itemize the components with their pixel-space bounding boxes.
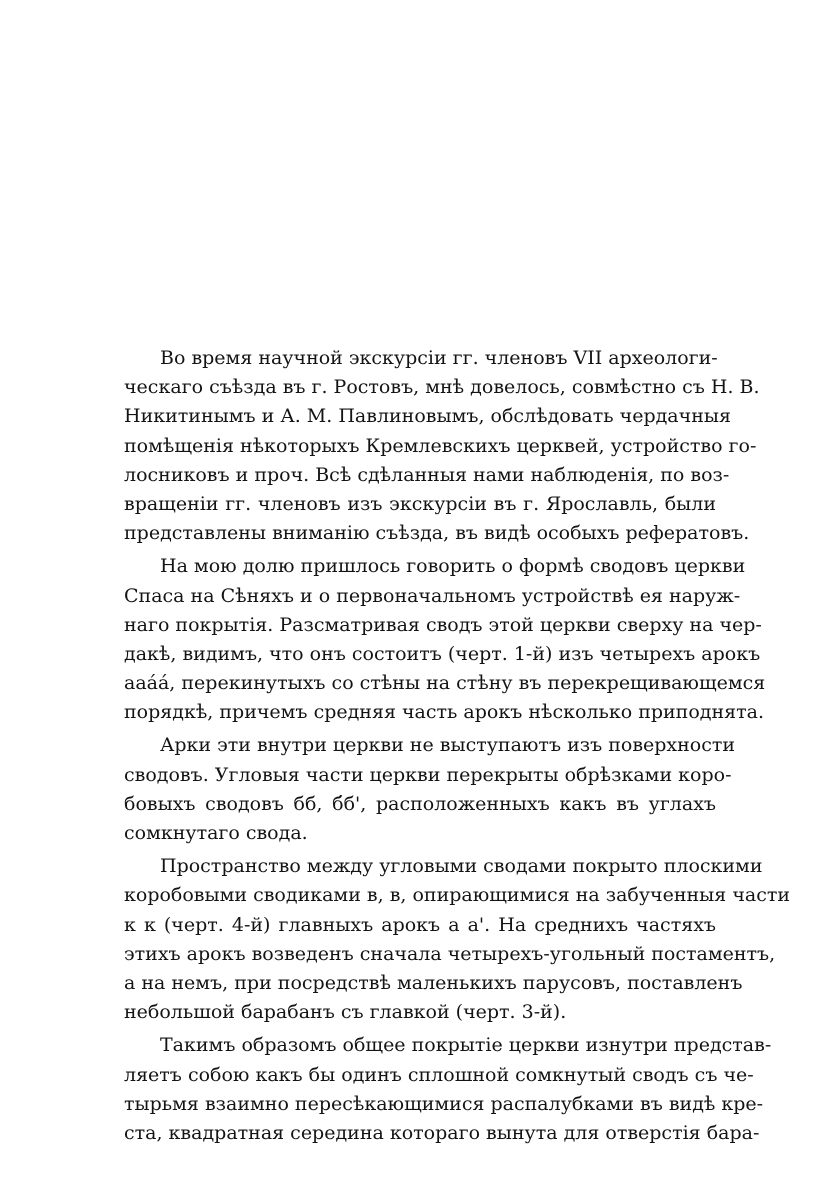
- paragraph-2: [124, 552, 766, 727]
- text-line: Арки эти внутри церкви не выступаютъ изъ поверхности: [160, 734, 736, 757]
- text-line: к к (черт. 4-й) главныхъ арокъ а а'. На среднихъ частяхъ: [124, 913, 716, 936]
- text-line: Во время научной экскурсіи гг. членовъ VII археологи-: [160, 347, 718, 369]
- text-line: ляетъ собою какъ бы одинъ сплошной сомкнутый сводъ съ че-: [124, 1063, 754, 1086]
- text-line: вращеніи гг. членовъ изъ экскурсіи въ г. Ярославль, были: [124, 492, 716, 515]
- text-line: тырьмя взаимно пересѣкающимися распалубками въ видѣ кре-: [124, 1092, 764, 1115]
- text-line: порядкѣ, причемъ средняя часть арокъ нѣсколько приподнята.: [124, 701, 765, 724]
- text-line: наго покрытія. Разсматривая сводъ этой церкви сверху на чер-: [124, 613, 762, 636]
- text-line: помѣщенія нѣкоторыхъ Кремлевскихъ церквей, устройство го-: [124, 434, 757, 457]
- text-line: небольшой барабанъ съ главкой (черт. 3-й).: [124, 1001, 567, 1024]
- text-line: ста, квадратная середина котораго вынута для отверстія бара-: [124, 1121, 760, 1144]
- text-line: aaáá, перекинутыхъ со стѣны на стѣну въ перекрещивающемся: [124, 672, 766, 695]
- paragraph-3: [124, 731, 736, 848]
- text-line: Такимъ образомъ общее покрытіе церкви изнутри представ-: [160, 1034, 772, 1057]
- text-line: Спаса на Сѣняхъ и о первоначальномъ устройствѣ ея наруж-: [124, 584, 741, 607]
- text-line: а на немъ, при посредствѣ маленькихъ парусовъ, поставленъ: [124, 971, 743, 994]
- text-line: ческаго съѣзда въ г. Ростовъ, мнѣ довелось, совмѣстно съ Н. В.: [124, 376, 760, 399]
- text-line: представлены вниманію съѣзда, въ видѣ особыхъ рефератовъ.: [124, 522, 750, 545]
- text-line: сводовъ. Угловыя части церкви перекрыты обрѣзками коро-: [124, 763, 732, 786]
- text-line: сомкнутаго свода.: [124, 822, 308, 844]
- text-line: На мою долю пришлось говорить о формѣ сводовъ церкви: [160, 555, 746, 578]
- paragraph-1: [124, 344, 760, 548]
- body-text: [124, 344, 791, 1152]
- text-line: этихъ арокъ возведенъ сначала четырехъ-угольный постаментъ,: [124, 942, 776, 965]
- text-line: коробовыми сводиками в, в, опирающимися на забученныя части: [124, 884, 791, 907]
- text-line: бовыхъ сводовъ бб, б́б', расположенныхъ какъ въ углахъ: [124, 792, 716, 815]
- paragraph-4: [124, 852, 791, 1027]
- text-line: лосниковъ и проч. Всѣ сдѣланныя нами наблюденія, по воз-: [124, 463, 730, 486]
- paragraph-5: [124, 1031, 772, 1148]
- text-line: дакѣ, видимъ, что онъ состоитъ (черт. 1-й) изъ четырехъ арокъ: [124, 642, 761, 665]
- text-line: Пространство между угловыми сводами покрыто плоскими: [160, 855, 763, 878]
- text-line: Никитинымъ и А. М. Павлиновымъ, обслѣдовать чердачныя: [124, 405, 731, 428]
